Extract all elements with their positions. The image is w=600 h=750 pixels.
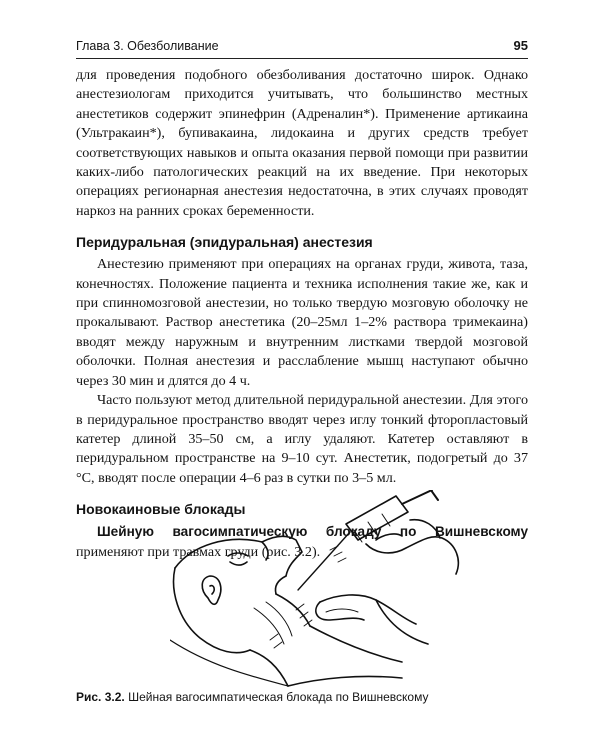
novocaine-paragraph-rest: применяют при травмах груди (рис. 3.2). bbox=[76, 543, 321, 560]
epidural-paragraph-2: Часто пользуют метод длительной перидуральной анестезии. Для этого в перидуральное пространство вводят через иглу тонкий фторопластовый катетер длиной 35–50 см, а иглу удаляют. Катетер оставляют в перидуральном пространстве на 9–10 сут. Анестетик, подогретый до 37 °С, вводят после операции 4–6 раз в сутки по 3–5 мл. bbox=[76, 392, 528, 486]
vagosympathetic-block-illustration bbox=[170, 490, 470, 690]
figure-caption bbox=[76, 690, 528, 704]
figure-caption-label: Рис. 3.2. bbox=[76, 690, 125, 704]
section-heading-epidural: Перидуральная (эпидуральная) анестезия bbox=[76, 234, 373, 251]
section-heading-novocaine: Новокаиновые блокады bbox=[76, 501, 246, 518]
running-header bbox=[76, 36, 528, 59]
body-text bbox=[76, 66, 528, 562]
epidural-paragraph-1: Анестезию применяют при операциях на органах груди, живота, таза, конечностях. Положение пациента и техника исполнения такие же, как и при спинномозговой анестезии, но только твердую мозговую оболочку не прокалывают. Раствор анестетика (20–25мл 1–2% раствора тримекаина) вводят между наружным и внутренним листками твердой мозговой оболочки. Полная анестезия и расслабление мышц наступают обычно через 30 мин и длятся до 4 ч. bbox=[76, 256, 528, 389]
chapter-title: Глава 3. Обезболивание bbox=[76, 39, 219, 53]
figure-caption-text: Шейная вагосимпатическая блокада по Вишневскому bbox=[124, 690, 429, 704]
intro-paragraph: для проведения подобного обезболивания достаточно широк. Однако анестезиологам приходится учитывать, что большинство местных анестетиков содержит эпинефрин (Адреналин*). Применение артикаина (Ультракаин*), бупивакаина, лидокаина и других средств требует соответствующих навыков и опыта оказания первой помощи при развитии каких-либо патологических реакций на их введение. При некоторых операциях регионарная анестезия недостаточна, в этих случаях проводят наркоз на ранних сроках беременности. bbox=[76, 67, 528, 219]
page-number: 95 bbox=[513, 38, 528, 53]
vagosympathetic-block-term: Шейную вагосимпатическую блокаду по Вишневскому bbox=[97, 524, 528, 540]
